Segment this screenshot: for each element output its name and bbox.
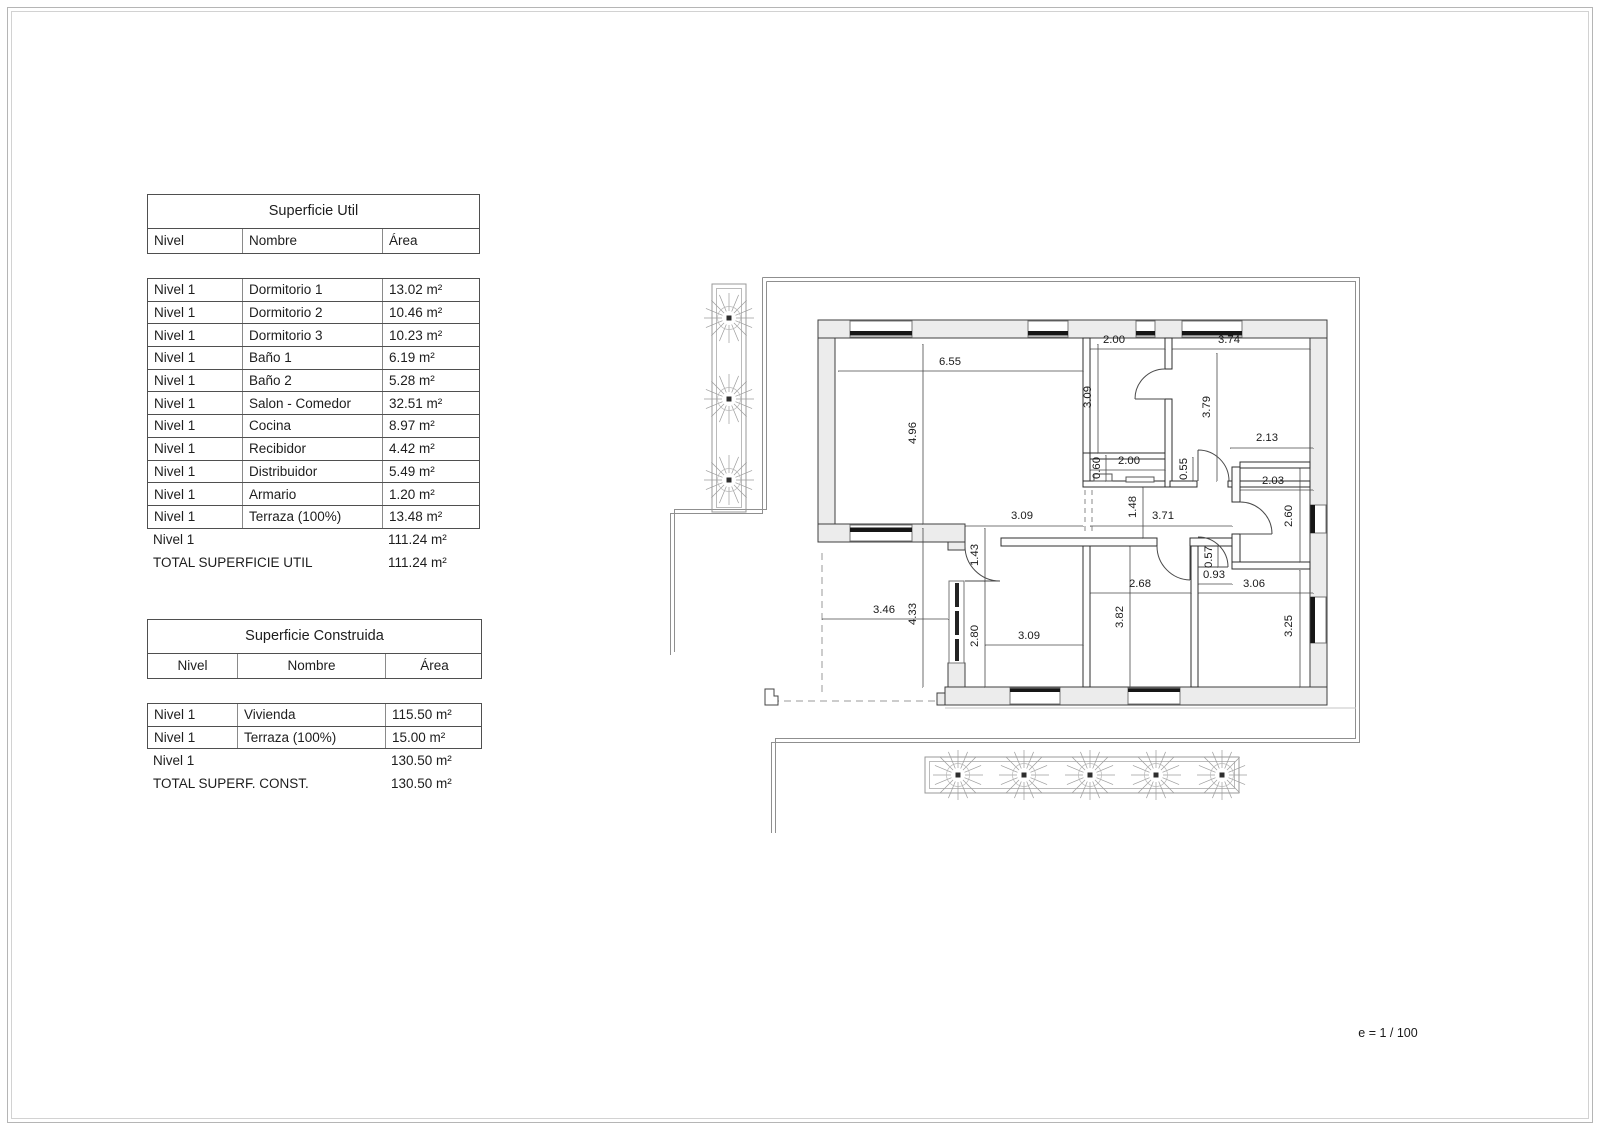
tree-icon <box>1065 750 1115 800</box>
cell-area: 111.24 m² <box>388 532 447 548</box>
door-arc <box>1157 546 1190 580</box>
cell-nivel: Nivel 1 <box>153 532 195 548</box>
cell-nivel: Nivel 1 <box>148 438 243 460</box>
window <box>1128 688 1180 704</box>
cell-area: 6.19 m² <box>389 350 435 366</box>
dimension-label: 0.55 <box>1178 458 1190 480</box>
dimension-label: 0.57 <box>1203 546 1215 568</box>
wall <box>1232 562 1310 569</box>
wall <box>1170 481 1197 487</box>
wall <box>948 663 965 687</box>
window <box>1010 688 1060 704</box>
cell-nombre: Terraza (100%) <box>238 727 386 749</box>
cell-area: 10.23 m² <box>389 327 443 343</box>
dimension-label: 0.93 <box>1203 569 1225 581</box>
dimension-label: 1.48 <box>1127 496 1139 518</box>
table-row <box>148 370 479 393</box>
table-title: Superficie Construida <box>147 619 482 654</box>
cell-nivel: Nivel 1 <box>148 461 243 483</box>
terrace-outline <box>765 553 943 705</box>
cell-nombre: Distribuidor <box>243 461 383 483</box>
wall <box>818 338 835 542</box>
dimension-label: 2.13 <box>1256 432 1278 444</box>
total-row <box>147 551 480 574</box>
cell-nivel: Nivel 1 <box>148 302 243 324</box>
cell-area: 4.42 m² <box>389 441 435 457</box>
cell-nivel: Nivel 1 <box>148 483 243 505</box>
door-arc <box>1198 450 1229 481</box>
cell-nivel: Nivel 1 <box>148 370 243 392</box>
cell-nivel: Nivel 1 <box>148 415 243 437</box>
table-row <box>148 461 479 484</box>
subtotal-row <box>147 749 482 772</box>
table-row <box>148 704 481 727</box>
wall <box>1190 538 1232 546</box>
total-area: 111.24 m² <box>388 555 447 571</box>
total-label: TOTAL SUPERF. CONST. <box>153 776 309 792</box>
plot-boundary <box>671 278 1360 834</box>
cell-nombre: Cocina <box>243 415 383 437</box>
tree-icon <box>1197 750 1247 800</box>
cell-nombre: Baño 1 <box>243 347 383 369</box>
cell-area: 5.28 m² <box>389 373 435 389</box>
cell-nombre: Dormitorio 2 <box>243 302 383 324</box>
table-header <box>147 654 482 679</box>
cell-nivel: Nivel 1 <box>148 324 243 346</box>
cell-area: 13.48 m² <box>389 509 443 525</box>
cell-nombre: Vivienda <box>238 704 386 726</box>
table-row <box>148 392 479 415</box>
header-area: Área <box>389 233 418 248</box>
total-area: 130.50 m² <box>391 776 452 792</box>
dimension-label: 3.09 <box>1082 386 1094 408</box>
total-row <box>147 772 482 795</box>
cell-area: 15.00 m² <box>392 730 446 746</box>
total-label: TOTAL SUPERFICIE UTIL <box>153 555 313 571</box>
superficie-construida-table <box>147 619 482 795</box>
window <box>1311 505 1327 533</box>
header-nivel: Nivel <box>148 229 243 253</box>
hedge-vertical <box>704 284 754 512</box>
cell-nombre: Recibidor <box>243 438 383 460</box>
dimension-label: 1.43 <box>969 544 981 566</box>
dimension-label: 3.25 <box>1283 615 1295 637</box>
dimension-label: 3.46 <box>873 604 895 616</box>
cell-nombre: Terraza (100%) <box>243 506 383 528</box>
wall <box>948 542 965 550</box>
header-nombre: Nombre <box>243 229 383 253</box>
table-row <box>148 483 479 506</box>
tree-icon <box>1131 750 1181 800</box>
scale-note: e = 1 / 100 <box>1358 1026 1418 1040</box>
terrace-corner-post <box>765 689 778 705</box>
dimension-label: 2.00 <box>1103 334 1125 346</box>
wall <box>1191 546 1198 687</box>
header-nivel: Nivel <box>148 654 238 678</box>
wall <box>1165 338 1172 369</box>
table-row <box>148 415 479 438</box>
cell-area: 8.97 m² <box>389 418 435 434</box>
cell-nivel: Nivel 1 <box>148 347 243 369</box>
hedge-horizontal <box>925 750 1247 800</box>
door-arc <box>1240 502 1272 534</box>
table-body <box>147 703 482 749</box>
dimension-label: 0.60 <box>1091 457 1103 479</box>
table-gap <box>147 679 482 703</box>
table-row <box>148 727 481 749</box>
cell-nombre: Baño 2 <box>243 370 383 392</box>
glazed-panel <box>949 581 964 663</box>
wall <box>1232 467 1240 502</box>
window <box>1311 597 1327 643</box>
table-header <box>147 229 480 254</box>
table-body <box>147 278 480 529</box>
window <box>1028 321 1068 337</box>
dimension-label: 4.96 <box>907 422 919 444</box>
dimension-label: 3.71 <box>1152 510 1174 522</box>
cell-area: 115.50 m² <box>392 707 452 723</box>
cell-area: 32.51 m² <box>389 395 443 411</box>
subtotal-row <box>147 529 480 552</box>
tree-icon <box>999 750 1049 800</box>
dimension-label: 3.09 <box>1011 510 1033 522</box>
wall <box>937 693 945 705</box>
cell-nombre: Salon - Comedor <box>243 392 383 414</box>
dimension-label: 2.00 <box>1118 455 1140 467</box>
closet-panel <box>1126 477 1154 482</box>
exterior-walls <box>818 320 1327 705</box>
wall <box>1083 546 1090 687</box>
window <box>1136 321 1155 337</box>
cell-area: 1.20 m² <box>389 486 435 502</box>
dimension-label: 3.82 <box>1114 606 1126 628</box>
dimension-label: 2.68 <box>1129 578 1151 590</box>
dimension-label: 2.80 <box>969 625 981 647</box>
cell-nivel: Nivel 1 <box>148 279 243 301</box>
wall <box>1240 462 1310 468</box>
cell-nombre: Armario <box>243 483 383 505</box>
table-row <box>148 506 479 528</box>
dimension-label: 3.79 <box>1201 396 1213 418</box>
table-row <box>148 347 479 370</box>
window <box>850 321 912 337</box>
cell-area: 5.49 m² <box>389 463 435 479</box>
door-arc <box>1135 369 1165 399</box>
tree-icon <box>704 293 754 343</box>
wall <box>1165 399 1172 487</box>
dimension-label: 2.03 <box>1262 475 1284 487</box>
table-row <box>148 324 479 347</box>
cell-nivel: Nivel 1 <box>153 753 195 769</box>
table-row <box>148 279 479 302</box>
table-row <box>148 302 479 325</box>
header-area: Área <box>420 658 449 673</box>
dimension-label: 4.33 <box>907 603 919 625</box>
dimension-label: 3.06 <box>1243 578 1265 590</box>
table-title: Superficie Util <box>147 194 480 229</box>
dimension-lines <box>822 344 1313 687</box>
tree-icon <box>704 374 754 424</box>
tree-icon <box>704 455 754 505</box>
cell-nombre: Dormitorio 1 <box>243 279 383 301</box>
tree-icon <box>933 750 983 800</box>
cell-nivel: Nivel 1 <box>148 506 243 528</box>
opening-dash <box>1085 490 1092 535</box>
window <box>850 525 912 541</box>
cell-area: 10.46 m² <box>389 305 443 321</box>
dimension-label: 3.74 <box>1218 334 1240 346</box>
cell-nivel: Nivel 1 <box>148 727 238 749</box>
cell-nivel: Nivel 1 <box>148 392 243 414</box>
dimension-label: 6.55 <box>939 356 961 368</box>
door-arcs <box>965 369 1272 581</box>
cell-area: 130.50 m² <box>391 753 452 769</box>
dimension-label: 2.60 <box>1283 505 1295 527</box>
superficie-util-table <box>147 194 480 574</box>
table-row <box>148 438 479 461</box>
table-gap <box>147 254 480 278</box>
header-nombre: Nombre <box>238 654 386 678</box>
cell-nivel: Nivel 1 <box>148 704 238 726</box>
cell-nombre: Dormitorio 3 <box>243 324 383 346</box>
cell-area: 13.02 m² <box>389 282 443 298</box>
wall <box>1001 538 1157 546</box>
dimension-label: 3.09 <box>1018 630 1040 642</box>
